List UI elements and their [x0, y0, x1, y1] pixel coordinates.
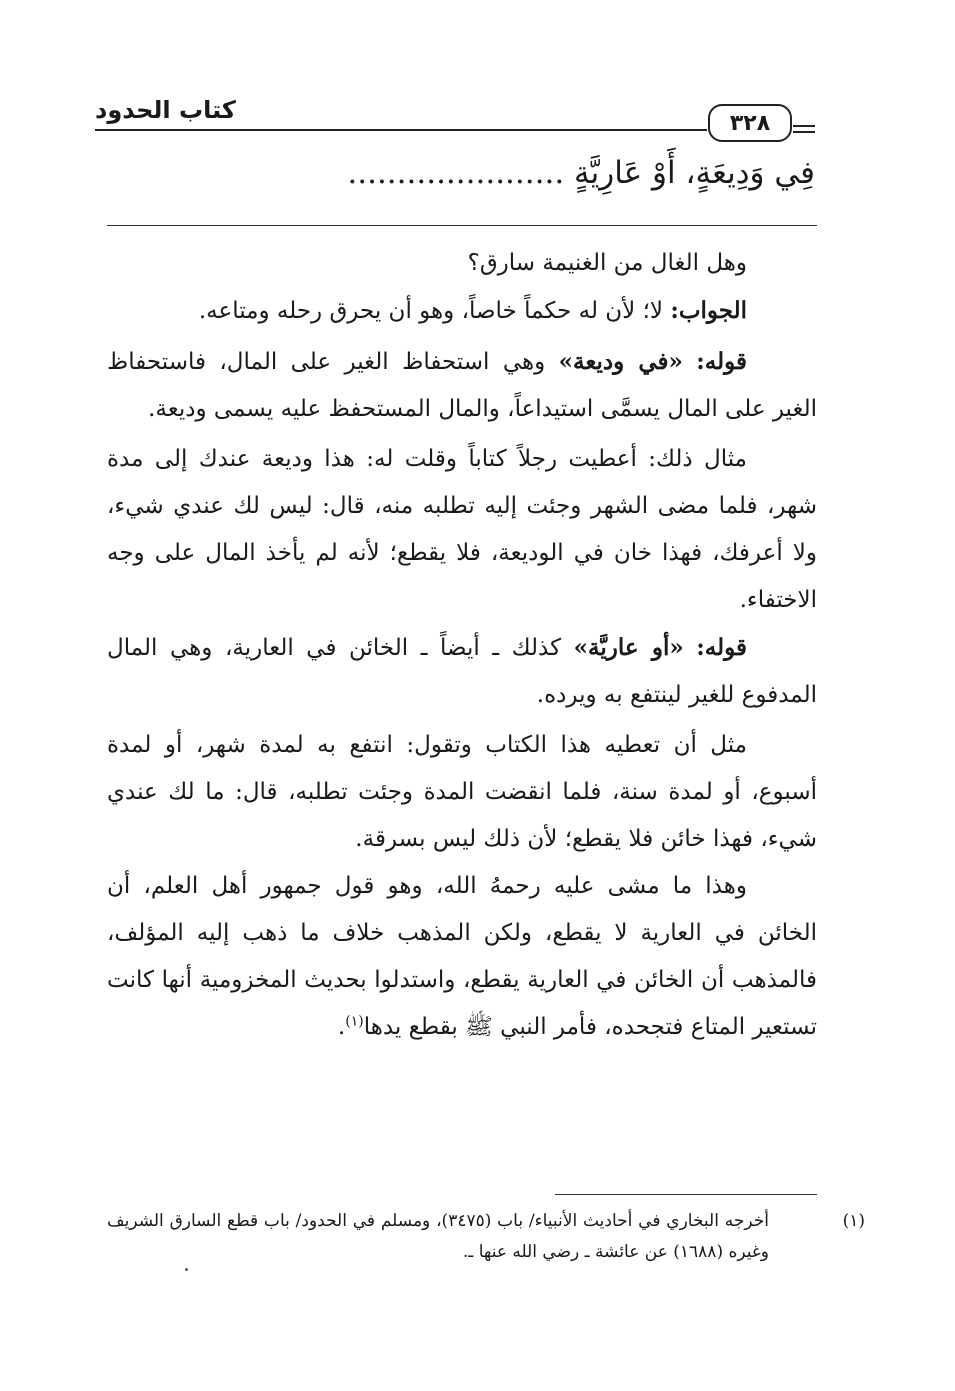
page-number: ٣٢٨ [729, 110, 771, 136]
paragraph-4: مثال ذلك: أعطيت رجلاً كتاباً وقلت له: هذا وديعة عندك إلى مدة شهر، فلما مضى الشهر وجئت إليه تطلبه منه، قال: ليس لك عندي شيء، ولا أعرفك، فهذا خان في الوديعة، فلا يقطع؛ لأنه لم يأخذ المال على وجه الاختفاء. [107, 446, 817, 613]
paragraph-5 [107, 624, 817, 719]
matn-dots: ...................... [347, 155, 565, 191]
paragraph-5-text: كذلك ـ أيضاً ـ الخائن في العارية، وهي المال المدفوع للغير لينتفع به ويرده. [107, 635, 817, 708]
running-header-title: كتاب الحدود [95, 96, 236, 124]
footnote-1 [107, 1206, 865, 1268]
matn-quote [347, 155, 815, 191]
answer-text: لا؛ لأن له حكماً خاصاً، وهو أن يحرق رحله ومتاعه. [198, 298, 664, 324]
paragraph-2 [107, 287, 817, 335]
print-speck [185, 1268, 188, 1271]
paragraph-7 [107, 863, 817, 1051]
paragraph-7-text: وهذا ما مشى عليه رحمهُ الله، وهو قول جمهور أهل العلم، أن الخائن في العارية لا يقطع، ولكن المذهب خلاف ما ذهب إليه المؤلف، فالمذهب أن الخائن في العارية يقطع، واستدلوا بحديث المخزومية أنها كانت تستعير المتاع فتجحده، فأمر النبي ﷺ بقطع يدها [107, 873, 817, 1040]
header-rule-right-upper [793, 125, 815, 127]
quote-wadia: «في وديعة» [558, 348, 683, 375]
footnote [107, 1206, 865, 1268]
paragraph-3 [107, 338, 817, 433]
footnote-text: أخرجه البخاري في أحاديث الأنبياء/ باب (٣٤٧٥)، ومسلم في الحدود/ باب قطع السارق الشريف وغيره (١٦٨٨) عن عائشة ـ رضي الله عنها ـ. [107, 1211, 769, 1262]
paragraph-3-text: وهي استحفاظ الغير على المال، فاستحفاظ الغير على المال يسمَّى استيداعاً، والمال المستحفظ عليه يسمى وديعة. [107, 349, 817, 422]
paragraph-1: وهل الغال من الغنيمة سارق؟ [467, 250, 747, 276]
header-rule [95, 129, 707, 131]
quote-ariya: «أو عاريَّة» [573, 634, 684, 661]
footnote-reference: (١) [345, 1013, 364, 1030]
matn-text: فِي وَدِيعَةٍ، أَوْ عَارِيَّةٍ [574, 155, 815, 191]
page-number-badge [708, 104, 792, 142]
footnote-number: (١) [842, 1211, 865, 1231]
paragraph-7-end: . [337, 1014, 346, 1040]
footnote-rule [555, 1194, 817, 1195]
answer-label: الجواب: [670, 297, 747, 324]
header-rule-right-lower [793, 131, 815, 133]
paragraph-6: مثل أن تعطيه هذا الكتاب وتقول: انتفع به لمدة شهر، أو لمدة أسبوع، أو لمدة سنة، فلما انقضت المدة وجئت تطلبه، قال: ما لك عندي شيء، فهذا خائن فلا يقطع؛ لأن ذلك ليس بسرقة. [107, 732, 817, 852]
qawluhu-label: قوله: [696, 634, 748, 661]
matn-rule [107, 225, 817, 226]
commentary-body [107, 240, 817, 1051]
qawluhu-label: قوله: [696, 348, 748, 375]
